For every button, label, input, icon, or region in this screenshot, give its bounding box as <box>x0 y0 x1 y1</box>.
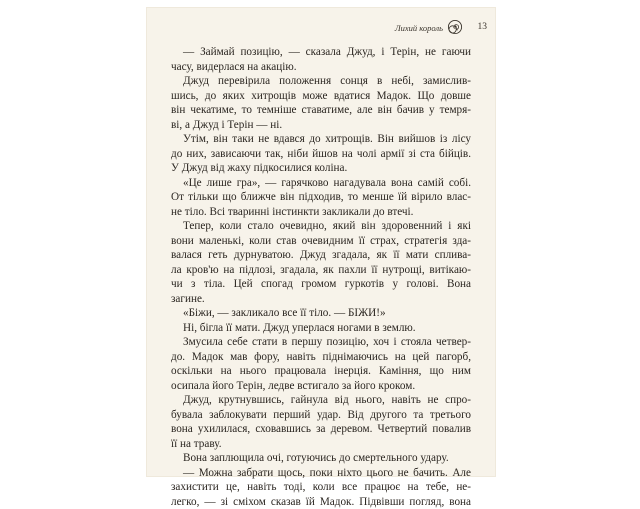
text-line: Ні, бігла її мати. Джуд уперлася ногами в землю. <box>171 321 471 336</box>
text-line: вони маленькі, коли став очевидним її страх, стратегія здa- <box>171 234 471 249</box>
text-line: — Можна забрати щось, поки ніхто цього не бачить. Але <box>171 466 471 481</box>
text-line: чи з тіла. Цей спогад громом гуркотів у голові. Вона <box>171 277 471 292</box>
text-line: шись, до яких хитрощів може вдатися Мадок. Що довше <box>171 89 471 104</box>
text-line: Змусила себе стати в першу позицію, хоч і стояла четвер- <box>171 335 471 350</box>
text-line: до. Мадок мав фору, навіть піднімаючись на цей пагорб, <box>171 350 471 365</box>
text-line: Тепер, коли стало очевидно, який він здоровенний і які <box>171 219 471 234</box>
page-number: 13 <box>478 22 488 32</box>
running-title: Лихий король <box>395 23 443 33</box>
text-line: часу, видерлася на акацію. <box>171 60 471 75</box>
text-line: її на траву. <box>171 437 471 452</box>
text-line: Джуд перевірила положення сонця в небі, замислив- <box>171 74 471 89</box>
text-line: «Біжи, — закликало все її тіло. — БІЖИ!» <box>171 306 471 321</box>
text-line: валася геть дурнуватою. Джуд згадала, як її мати сплива- <box>171 248 471 263</box>
text-line: вона ухилилася, сховавшись за деревом. Четвертий повалив <box>171 422 471 437</box>
text-line: оскільки на нього працювала інерція. Каміння, що ним <box>171 364 471 379</box>
spiral-ornament-icon <box>447 19 463 35</box>
text-line: ла кров'ю на підлозі, згадала, як пахли її нутрощі, витікаю- <box>171 263 471 278</box>
text-line: легко, — зі сміхом сказав їй Мадок. Підвівши погляд, вона <box>171 495 471 509</box>
text-line: У Джуд від жаху підкосилися коліна. <box>171 161 471 176</box>
text-line: бувала заблокувати перший удар. Від другого та третього <box>171 408 471 423</box>
text-line: — Займай позицію, — сказала Джуд, і Терін, не гаючи <box>171 45 471 60</box>
book-page <box>147 8 495 476</box>
text-line: захистити це, навіть тоді, коли все працює на тебе, не- <box>171 480 471 495</box>
text-line: «Це лише гра», — гарячково нагадувала вона самій собі. <box>171 176 471 191</box>
text-line: Утім, він таки не вдався до хитрощів. Він вийшов із лісу <box>171 132 471 147</box>
text-line: Вона заплющила очі, готуючись до смертельного удару. <box>171 451 471 466</box>
text-line: ві, а Джуд і Терін — ні. <box>171 118 471 133</box>
text-line: не тіло. Всі тваринні інстинкти закликали до втечі. <box>171 205 471 220</box>
text-line: От тільки що ближче він підходив, то менше їй вірило влас- <box>171 190 471 205</box>
text-line: осипала його Терін, ледве встигало за його кроком. <box>171 379 471 394</box>
body-text <box>171 45 471 509</box>
text-line: до них, зависаючи так, ніби йшов на чолі армії зі ста бійців. <box>171 147 471 162</box>
text-line: він чекатиме, то темніше ставатиме, але він бачив у темря- <box>171 103 471 118</box>
page-header <box>147 19 495 39</box>
text-line: загине. <box>171 292 471 307</box>
text-line: Джуд, крутнувшись, гайнула від нього, навіть не спро- <box>171 393 471 408</box>
